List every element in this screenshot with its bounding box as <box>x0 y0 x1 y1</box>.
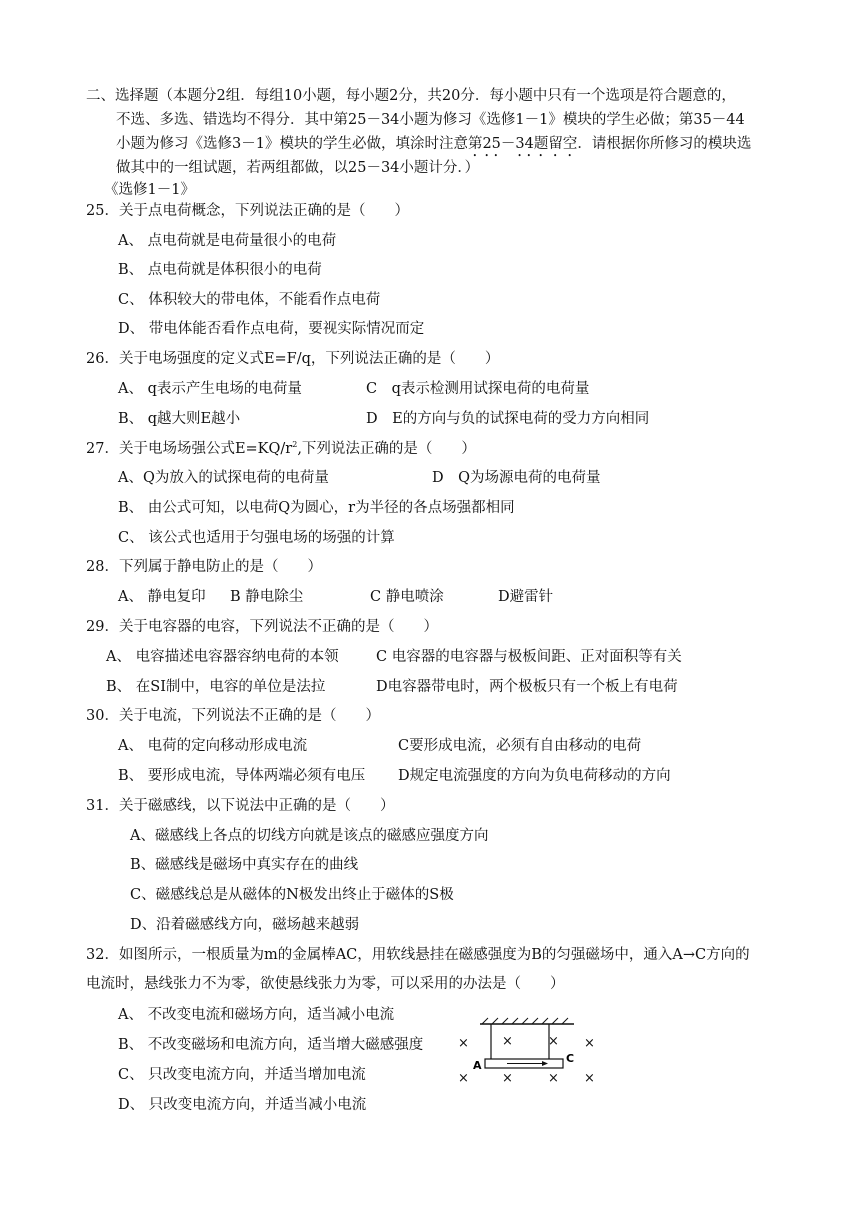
section-intro-line-4: 做其中的一组试题，若两组都做，以25－34小题计分．） <box>116 160 480 176</box>
q27-option-c: C、 该公式也适用于匀强电场的场强的计算 <box>118 530 395 546</box>
q28-option-b: B 静电除尘 <box>230 589 304 605</box>
q25-option-b: B、 点电荷就是体积很小的电荷 <box>118 262 322 278</box>
field-cross-5: × <box>458 1071 469 1086</box>
q26-option-c: C q表示检测用试探电荷的电荷量 <box>366 381 590 397</box>
q30-option-c: C要形成电流，必须有自由移动的电荷 <box>398 738 642 754</box>
field-cross-7: × <box>548 1071 559 1086</box>
q30-option-a: A、 电荷的定向移动形成电流 <box>118 738 308 754</box>
label-c: C <box>566 1052 575 1065</box>
module-title: 《选修1－1》 <box>104 182 195 198</box>
q27-option-a: A、Q为放入的试探电荷的电荷量 <box>118 470 329 486</box>
q28-option-a: A、 静电复印 <box>118 589 206 605</box>
q27-stem-exponent: 2 <box>292 440 298 449</box>
q29-stem: 29．关于电容器的电容，下列说法不正确的是（ ） <box>86 619 438 635</box>
q26-option-b: B、 q越大则E越小 <box>118 411 241 427</box>
q26-option-d: D E的方向与负的试探电荷的受力方向相同 <box>366 411 650 427</box>
field-cross-3: × <box>458 1036 469 1051</box>
q29-option-b: B、 在SI制中，电容的单位是法拉 <box>106 679 326 695</box>
q25-option-d: D、 带电体能否看作点电荷，要视实际情况而定 <box>118 321 425 337</box>
field-cross-6: × <box>502 1071 513 1086</box>
q29-option-d: D电容器带电时，两个极板只有一个板上有电荷 <box>376 679 678 695</box>
q27-stem-a: 27．关于电场场强公式E=KQ/r <box>86 441 293 457</box>
q31-stem: 31．关于磁感线，以下说法中正确的是（ ） <box>86 798 395 814</box>
q27-stem-b: ,下列说法正确的是（ ） <box>297 441 476 457</box>
q31-option-a: A、磁感线上各点的切线方向就是该点的磁感应强度方向 <box>130 828 489 844</box>
q27-option-d: D Q为场源电荷的电荷量 <box>432 470 601 486</box>
ceiling-support <box>480 1018 574 1024</box>
q29-option-a: A、 电容描述电容器容纳电荷的本领 <box>106 649 339 665</box>
q32-stem-line-1: 32．如图所示，一根质量为m的金属棒AC，用软线悬挂在磁感强度为B的匀强磁场中，通入A→C方向的 <box>86 947 750 963</box>
q28-option-c: C 静电喷涂 <box>370 589 444 605</box>
q32-option-a: A、 不改变电流和磁场方向，适当减小电流 <box>118 1007 395 1023</box>
q25-stem: 25．关于点电荷概念，下列说法正确的是（ ） <box>86 203 409 219</box>
q31-option-c: C、磁感线总是从磁体的N极发出终止于磁体的S极 <box>130 887 454 903</box>
q32-option-d: D、 只改变电流方向，并适当减小电流 <box>118 1097 367 1113</box>
q27-stem <box>86 439 476 459</box>
q28-option-d: D避雷针 <box>498 589 554 605</box>
section-intro-line-3 <box>116 134 751 160</box>
section-intro-line-1: 二、选择题（本题分2组．每组10小题，每小题2分，共20分．每小题中只有一个选项是符合题意的， <box>86 88 736 104</box>
q31-option-d: D、沿着磁感线方向，磁场越来越弱 <box>130 917 360 933</box>
q32-option-b: B、 不改变磁场和电流方向，适当增大磁感强度 <box>118 1037 424 1053</box>
q30-option-d: D规定电流强度的方向为负电荷移动的方向 <box>398 768 671 784</box>
field-cross-4: × <box>584 1036 595 1051</box>
magnetic-field-figure <box>452 1015 602 1095</box>
q31-option-b: B、磁感线是磁场中真实存在的曲线 <box>130 857 359 873</box>
field-cross-8: × <box>584 1071 595 1086</box>
field-cross-2: × <box>548 1034 559 1049</box>
section-intro-line-3-b: ．请根据你所修习的模块选 <box>577 136 752 152</box>
q26-stem: 26．关于电场强度的定义式E=F/q，下列说法正确的是（ ） <box>86 351 500 367</box>
q29-option-c: C 电容器的电容器与极板间距、正对面积等有关 <box>376 649 682 665</box>
section-intro-emphasis: 第25－34题留空 <box>467 136 578 152</box>
q25-option-c: C、 体积较大的带电体，不能看作点电荷 <box>118 292 381 308</box>
q27-option-b: B、 由公式可知，以电荷Q为圆心，r为半径的各点场强都相同 <box>118 500 515 516</box>
section-intro-line-3-a: 小题为修习《选修3－1》模块的学生必做，填涂时注意 <box>116 136 468 152</box>
q30-option-b: B、 要形成电流，导体两端必须有电压 <box>118 768 366 784</box>
section-intro-line-2: 不选、多选、错选均不得分．其中第25－34小题为修习《选修1－1》模块的学生必做；第35－44 <box>116 112 745 128</box>
q30-stem: 30．关于电流，下列说法不正确的是（ ） <box>86 708 380 724</box>
label-a: A <box>473 1059 482 1072</box>
q28-stem: 28．下列属于静电防止的是（ ） <box>86 559 322 575</box>
q25-option-a: A、 点电荷就是电荷量很小的电荷 <box>118 233 337 249</box>
field-cross-1: × <box>502 1034 513 1049</box>
q32-stem-line-2: 电流时，悬线张力不为零，欲使悬线张力为零，可以采用的办法是（ ） <box>86 976 565 992</box>
q32-option-c: C、 只改变电流方向，并适当增加电流 <box>118 1067 366 1083</box>
q26-option-a: A、 q表示产生电场的电荷量 <box>118 381 302 397</box>
